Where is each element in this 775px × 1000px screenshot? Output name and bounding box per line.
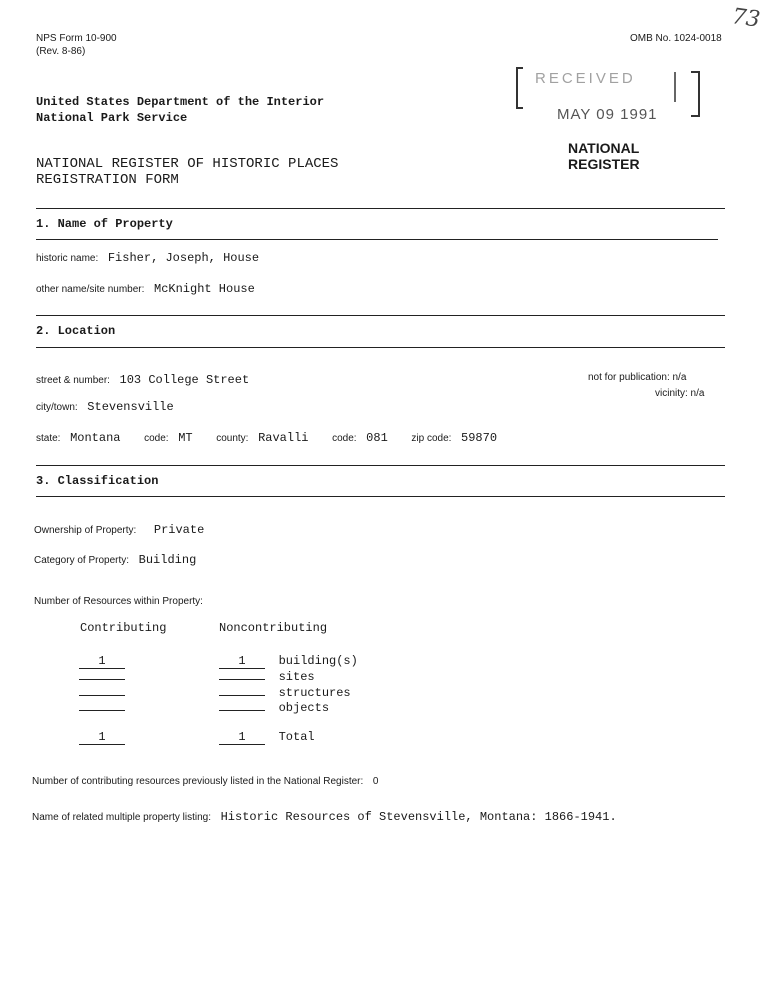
total-row xyxy=(79,727,125,745)
divider xyxy=(36,347,725,348)
noncontributing-count xyxy=(219,666,265,680)
other-name-field xyxy=(36,279,255,297)
total-contributing: 1 xyxy=(79,731,125,745)
ownership-label: Ownership of Property: xyxy=(34,525,137,536)
stamp-date: MAY 09 1991 xyxy=(557,106,658,123)
state-line xyxy=(36,428,497,446)
total-noncontributing: 1 xyxy=(219,731,265,745)
noncontributing-count xyxy=(219,697,265,711)
contributing-count xyxy=(79,666,125,680)
total-label: Total xyxy=(278,730,315,744)
multiple-listing-label: Name of related multiple property listing: xyxy=(32,812,211,823)
col-contributing: Contributing xyxy=(80,621,167,635)
county-code-label: code: xyxy=(332,433,357,444)
other-name-value: McKnight House xyxy=(154,282,255,296)
form-revision: (Rev. 8-86) xyxy=(36,46,86,57)
historic-name-field xyxy=(36,248,259,266)
total-row xyxy=(219,727,315,745)
previously-listed-label: Number of contributing resources previously listed in the National Register: xyxy=(32,776,364,787)
col-noncontributing: Noncontributing xyxy=(219,621,328,635)
category-value: Building xyxy=(138,553,197,567)
previously-listed-field xyxy=(32,771,378,789)
received-stamp xyxy=(513,66,703,122)
contributing-count: 1 xyxy=(79,655,125,669)
category-label: Category of Property: xyxy=(34,555,130,566)
county-value: Ravalli xyxy=(258,431,309,445)
state-code-value: MT xyxy=(178,431,193,445)
noncontributing-count xyxy=(219,682,265,696)
county-label: county: xyxy=(216,433,249,444)
multiple-listing-field xyxy=(32,807,617,825)
service-name: National Park Service xyxy=(36,111,188,125)
stamp-line-national: NATIONAL xyxy=(568,140,640,156)
other-name-label: other name/site number: xyxy=(36,284,145,295)
divider xyxy=(36,208,725,209)
noncontributing-count: 1 xyxy=(219,655,265,669)
divider xyxy=(36,239,718,240)
city-value: Stevensville xyxy=(87,400,174,414)
contributing-count xyxy=(79,682,125,696)
national-register-stamp xyxy=(568,140,640,172)
street-field xyxy=(36,370,249,388)
not-for-publication: not for publication: n/a xyxy=(588,372,687,383)
resource-row xyxy=(219,697,329,716)
city-label: city/town: xyxy=(36,402,78,413)
city-field xyxy=(36,397,174,415)
historic-name-label: historic name: xyxy=(36,253,99,264)
section1-heading: 1. Name of Property xyxy=(36,217,173,231)
street-value: 103 College Street xyxy=(119,373,250,387)
divider xyxy=(36,496,725,497)
resources-label: Number of Resources within Property: xyxy=(34,596,203,607)
ownership-value: Private xyxy=(153,523,205,537)
form-number: NPS Form 10-900 xyxy=(36,33,117,44)
resource-row xyxy=(79,697,125,716)
county-code-value: 081 xyxy=(366,431,388,445)
contributing-count xyxy=(79,697,125,711)
omb-number: OMB No. 1024-0018 xyxy=(630,33,722,44)
state-code-label: code: xyxy=(144,433,169,444)
historic-name-value: Fisher, Joseph, House xyxy=(107,251,260,265)
state-value: Montana xyxy=(70,431,121,445)
handwritten-mark: 73 xyxy=(730,4,762,33)
form-title-line2: REGISTRATION FORM xyxy=(36,172,179,188)
stamp-line-register: REGISTER xyxy=(568,156,640,172)
resource-type-label: objects xyxy=(278,701,330,715)
section3-heading: 3. Classification xyxy=(36,474,159,488)
resource-type-label: structures xyxy=(278,686,351,700)
multiple-listing-value: Historic Resources of Stevensville, Montana: 1866-1941. xyxy=(220,810,617,824)
resource-type-label: sites xyxy=(278,670,315,684)
ownership-field xyxy=(34,520,204,538)
zip-label: zip code: xyxy=(411,433,452,444)
divider xyxy=(36,465,725,466)
zip-value: 59870 xyxy=(461,431,498,445)
form-title-line1: NATIONAL REGISTER OF HISTORIC PLACES xyxy=(36,156,339,172)
previously-listed-value: 0 xyxy=(372,776,379,787)
street-label: street & number: xyxy=(36,375,110,386)
resource-type-label: building(s) xyxy=(278,654,358,668)
divider xyxy=(36,315,725,316)
vicinity: vicinity: n/a xyxy=(655,388,705,399)
department-name: United States Department of the Interior xyxy=(36,95,325,109)
state-label: state: xyxy=(36,433,61,444)
section2-heading: 2. Location xyxy=(36,324,116,338)
stamp-received-text: RECEIVED xyxy=(535,70,636,87)
category-field xyxy=(34,550,196,568)
